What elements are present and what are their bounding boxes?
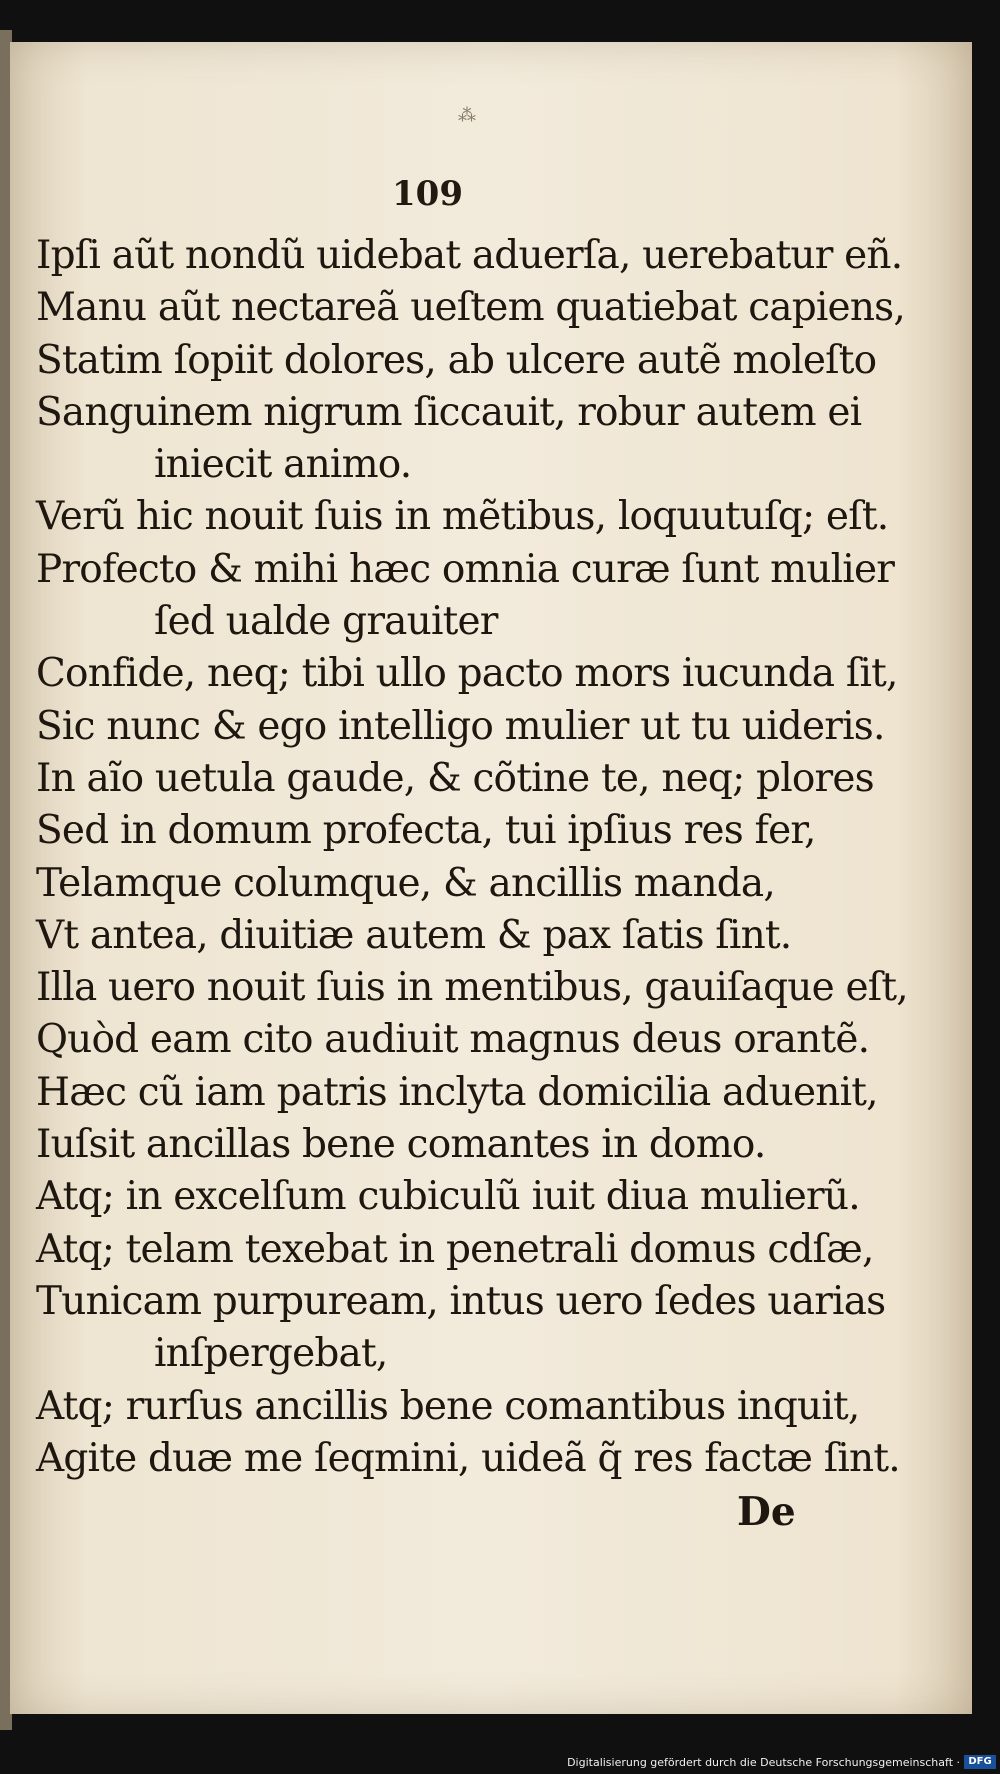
text-line: Atq; telam texebat in penetrali domus cdſæ, [36, 1226, 874, 1272]
text-line: Tunicam purpuream, intus uero ſedes uarias [36, 1278, 886, 1324]
text-line: Agite duæ me ſeqmini, uideã q̃ res factæ ſint. [36, 1435, 900, 1481]
text-line: iniecit animo. [154, 442, 412, 488]
catchword: De [737, 1489, 796, 1535]
text-line: Atq; in excelſum cubiculũ iuit diua mulierũ. [36, 1174, 860, 1220]
text-line: Vt antea, diuitiæ autem & pax ſatis ſint. [36, 912, 792, 958]
page-ornament: ⁂ [458, 105, 480, 126]
text-line: Sed in domum profecta, tui ipſius res fer, [36, 808, 816, 854]
text-block [36, 230, 908, 1485]
dfg-logo: DFG [964, 1755, 996, 1769]
text-line: Statim ſopiit dolores, ab ulcere autẽ moleſto [36, 337, 877, 383]
text-line: Illa uero nouit ſuis in mentibus, gauiſaque eſt, [36, 965, 908, 1011]
text-line: Ipſi aũt nondũ uidebat aduerſa, uerebatur eñ. [36, 233, 903, 278]
digitization-credit: Digitalisierung gefördert durch die Deutsche Forschungsgemeinschaft · [567, 1756, 960, 1769]
text-line: Atq; rurſus ancillis bene comantibus inquit, [36, 1383, 860, 1429]
text-line: Confide, neq; tibi ullo pacto mors iucunda ſit, [36, 651, 898, 697]
book-page [10, 42, 972, 1714]
page-number: 109 [392, 174, 463, 214]
text-line: inſpergebat, [154, 1331, 388, 1377]
text-line: Profecto & mihi hæc omnia curæ ſunt mulier [36, 546, 895, 592]
text-line: Verũ hic nouit ſuis in mẽtibus, loquutuſq; eſt. [36, 494, 889, 540]
text-line: Sanguinem nigrum ſiccauit, robur autem ei [36, 389, 862, 435]
text-line: Telamque columque, & ancillis manda, [36, 860, 775, 906]
text-line: ſed ualde grauiter [154, 599, 498, 645]
text-line: In aĩo uetula gaude, & cõtine te, neq; plores [36, 755, 874, 801]
text-line: Hæc cũ iam patris inclyta domicilia aduenit, [36, 1069, 878, 1115]
text-line: Quòd eam cito audiuit magnus deus orantẽ. [36, 1017, 870, 1063]
text-line: Manu aũt nectareã ueſtem quatiebat capiens, [36, 285, 905, 331]
text-line: Iuſsit ancillas bene comantes in domo. [36, 1122, 766, 1168]
text-line: Sic nunc & ego intelligo mulier ut tu uideris. [36, 703, 885, 749]
